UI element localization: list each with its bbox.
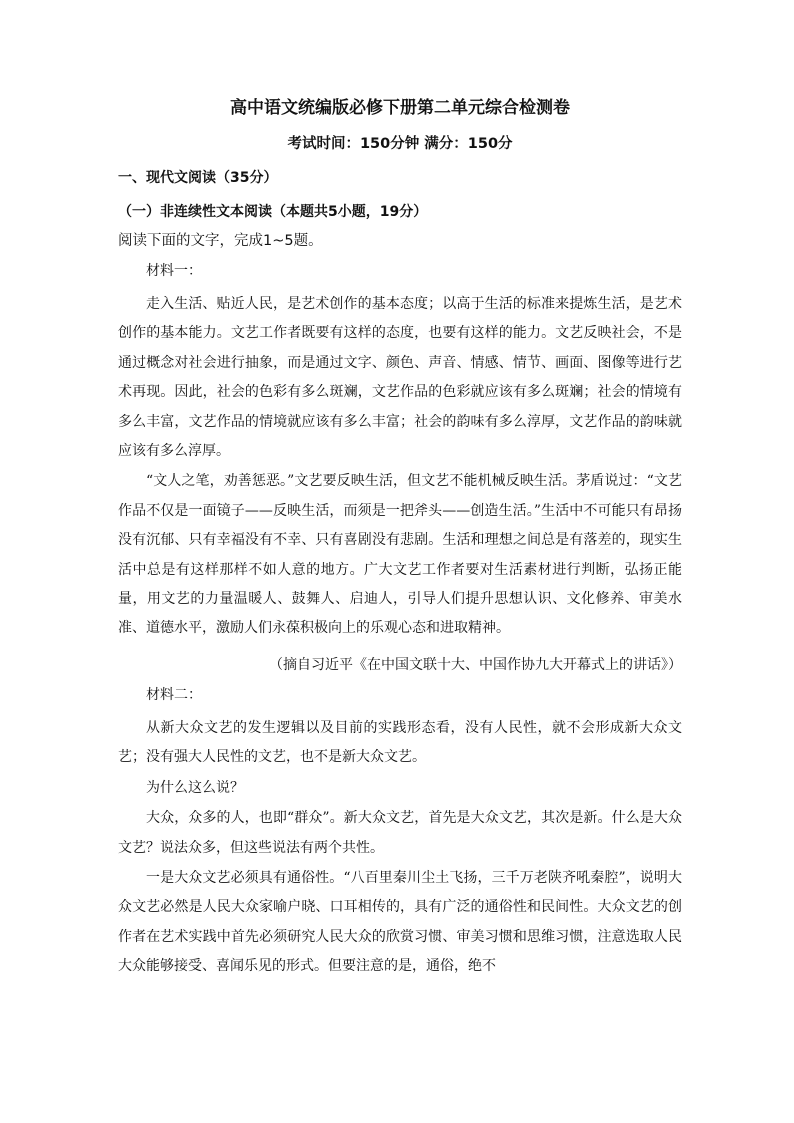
material-2-label: 材料二： <box>146 686 202 703</box>
material-2-paragraph-2: 为什么这么说？ <box>146 779 244 796</box>
material-2-paragraph-4: 一是大众文艺必须具有通俗性。“八百里秦川尘土飞扬，三千万老陕齐吼秦腔”，说明大众文艺必然是人民大众家喻户晓、口耳相传的，具有广泛的通俗性和民间性。大众文艺的创作者在艺术实践中首先必须研究人民大众的欣赏习惯、审美习惯和思维习惯，注意选取人民大众能够接受、喜闻乐见的形式。但要注意的是，通俗，绝不 <box>118 869 682 975</box>
material-1-source: （摘自习近平《在中国文联十大、中国作协九大开幕式上的讲话》） <box>269 656 682 673</box>
document-title: 高中语文统编版必修下册第二单元综合检测卷 <box>230 98 570 118</box>
reading-instruction: 阅读下面的文字，完成1~5题。 <box>118 233 323 249</box>
material-1-label: 材料一： <box>146 263 202 279</box>
material-2-paragraph-1: 从新大众文艺的发生逻辑以及目前的实践形态看，没有人民性，就不会形成新大众文艺；没有强大人民性的文艺，也不是新大众文艺。 <box>118 719 682 766</box>
section-heading: 一、现代文阅读（35分） <box>118 170 278 186</box>
material-2-paragraph-3: 大众，众多的人，也即“群众”。新大众文艺，首先是大众文艺，其次是新。什么是大众文艺？说法众多，但这些说法有两个共性。 <box>118 810 682 856</box>
exam-info: 考试时间：150分钟 满分：150分 <box>287 136 513 152</box>
material-1-paragraph-2: “文人之笔，劝善惩恶。”文艺要反映生活，但文艺不能机械反映生活。茅盾说过：“文艺作品不仅是一面镜子——反映生活，而须是一把斧头——创造生活。”生活中不可能只有昂扬没有沉郁、只有幸福没有不幸、只有喜剧没有悲剧。生活和理想之间总是有落差的，现实生活中总是有这样那样不如人意的地方。广大文艺工作者要对生活素材进行判断，弘扬正能量，用文艺的力量温暖人、鼓舞人、启迪人，引导人们提升思想认识、文化修养、审美水准、道德水平，激励人们永葆积极向上的乐观心态和进取精神。 <box>118 473 682 637</box>
subsection-heading: （一）非连续性文本阅读（本题共5小题，19分） <box>118 204 428 220</box>
material-1-paragraph-1: 走入生活、贴近人民，是艺术创作的基本态度；以高于生活的标准来提炼生活，是艺术创作的基本能力。文艺工作者既要有这样的态度，也要有这样的能力。文艺反映社会，不是通过概念对社会进行抽象，而是通过文字、颜色、声音、情感、情节、画面、图像等进行艺术再现。因此，社会的色彩有多么斑斓，文艺作品的色彩就应该有多么斑斓；社会的情境有多么丰富，文艺作品的情境就应该有多么丰富；社会的韵味有多么淳厚，文艺作品的韵味就应该有多么淳厚。 <box>118 296 682 460</box>
